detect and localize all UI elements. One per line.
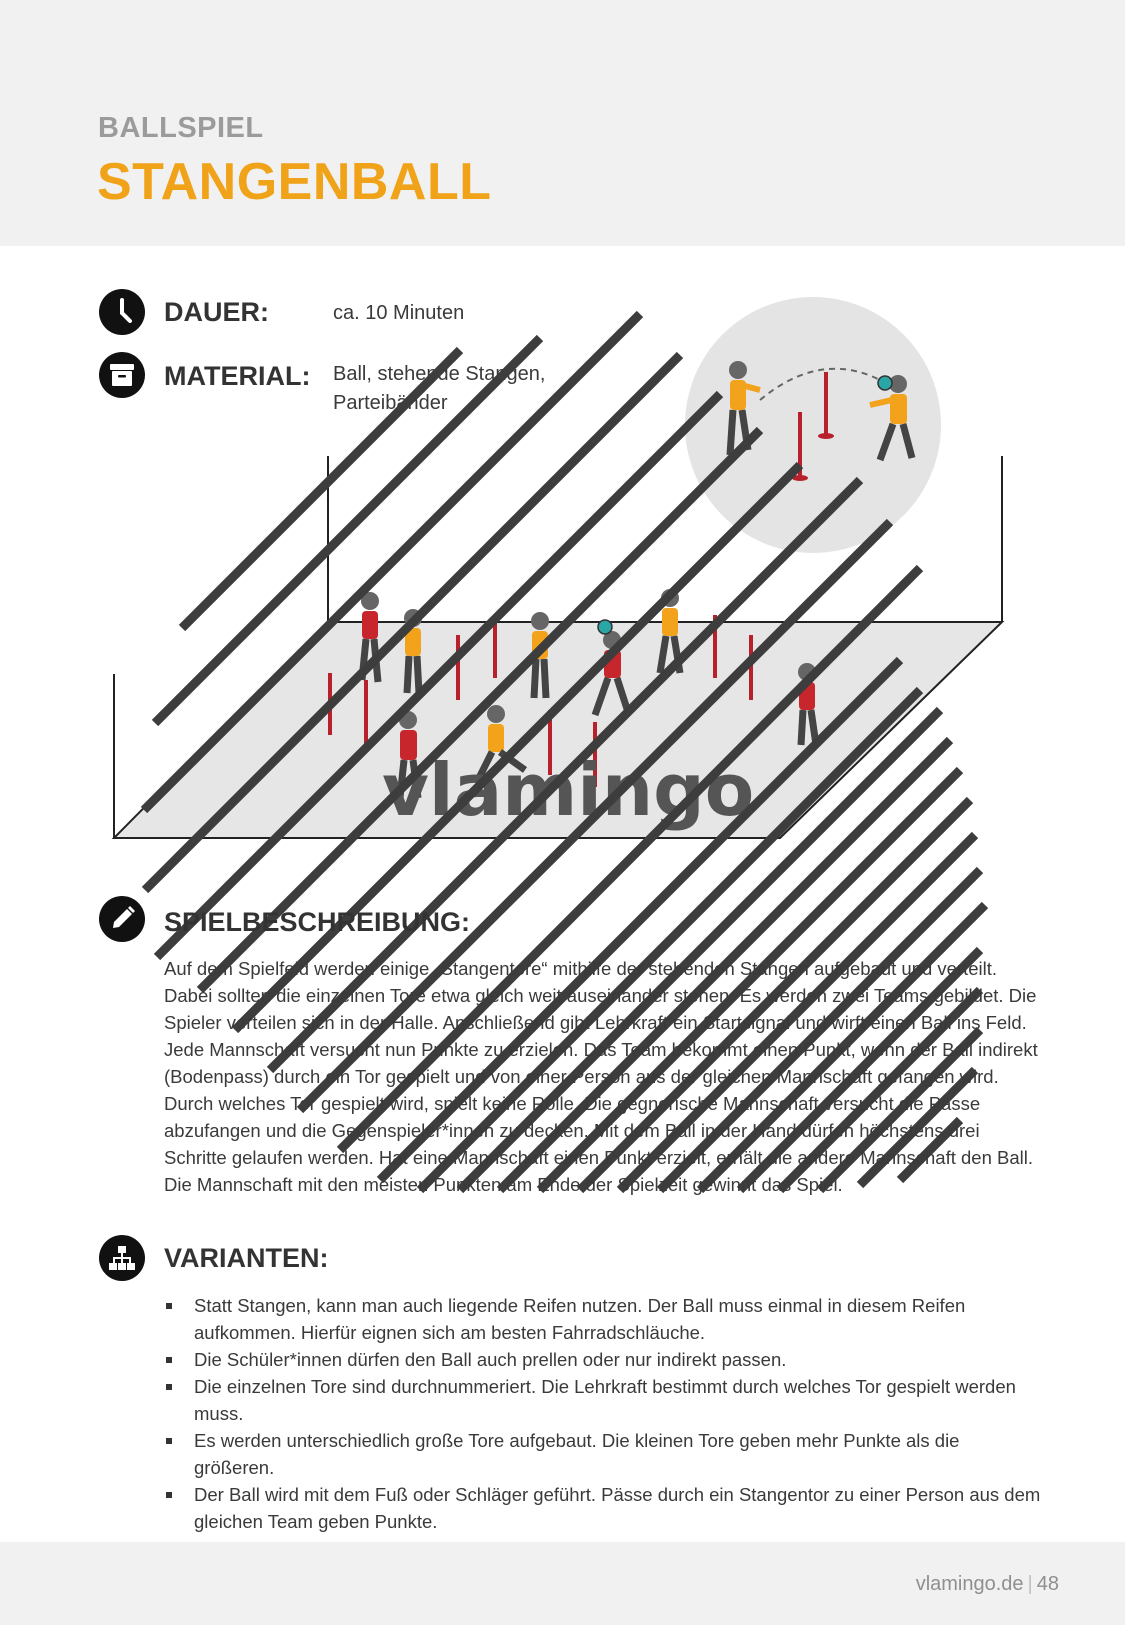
variant-item [164, 1346, 1044, 1373]
variant-text: Es werden unterschiedlich große Tore aufgebaut. Die kleinen Tore geben mehr Punkte als die größeren. [194, 1430, 960, 1478]
bullet-icon [166, 1492, 172, 1498]
variant-text: Der Ball wird mit dem Fuß oder Schläger geführt. Pässe durch ein Stangentor zu einer Person aus dem gleichen Team geben Punkte. [194, 1484, 1041, 1532]
category-label: BALLSPIEL [98, 112, 264, 144]
variant-text: Die Schüler*innen dürfen den Ball auch prellen oder nur indirekt passen. [194, 1349, 787, 1370]
description-heading: SPIELBESCHREIBUNG: [164, 907, 471, 937]
variant-text: Die einzelnen Tore sind durchnummeriert. Die Lehrkraft bestimmt durch welches Tor gespielt werden muss. [194, 1376, 1016, 1424]
variants-list [164, 1292, 1044, 1535]
footer-separator: | [1027, 1573, 1033, 1595]
page-header [0, 0, 1125, 246]
description-body [164, 955, 1044, 1198]
page-title: STANGENBALL [97, 153, 492, 211]
variant-item [164, 1292, 1044, 1346]
duration-value: ca. 10 Minuten [333, 302, 465, 324]
variant-text: Statt Stangen, kann man auch liegende Reifen nutzen. Der Ball muss einmal in diesem Reifen aufkommen. Hierfür eignen sich am besten Fahrradschläuche. [194, 1295, 966, 1343]
bullet-icon [166, 1303, 172, 1309]
footer-site-link[interactable]: vlamingo.de [915, 1573, 1024, 1595]
variants-heading: VARIANTEN: [164, 1243, 329, 1273]
footer-text [916, 1573, 1059, 1596]
bullet-icon [166, 1438, 172, 1444]
variant-item [164, 1373, 1044, 1427]
bullet-icon [166, 1357, 172, 1363]
duration-label: DAUER: [164, 297, 269, 327]
inset-detail [685, 297, 941, 553]
material-label: MATERIAL: [164, 361, 311, 391]
sitemap-icon [99, 1235, 145, 1281]
material-value-line2: Parteibänder [333, 392, 448, 414]
page-footer [0, 1542, 1125, 1625]
description-text: Auf dem Spielfeld werden einige „Stangentore“ mithilfe der stehenden Stangen aufgebaut und verteilt. Dabei sollten die einzelnen Tore etwa gleich weit auseinander stehen. Es werden zwei Teams gebildet. Die Spieler verteilen sich in der Halle. Anschließend gibt Lehrkraft ein Startsignal und wirft einen Ball ins Feld. Jede Mannschaft versucht nun Punkte zu erzielen. Das Team bekommt einen Punkt, wenn der Ball indirekt (Bodenpass) durch ein Tor gespielt und von einer Person aus der gleichen Mannschaft gefangen wird. Durch welches Tor gespielt wird, spielt keine Rolle. Die gegnerische Mannschaft versucht die Pässe abzufangen und die Gegenspieler*innen zu decken. Mit dem Ball in der Hand dürfen höchstens drei Schritte gelaufen werden. Hat eine Mannschaft einen Punkt erzielt, erhält die andere Mannschaft den Ball. Die Mannschaft mit den meisten Punkten am Ende der Spielzeit gewinnt das Spiel. [164, 958, 1038, 1195]
pencil-icon [99, 896, 145, 942]
material-value-line1: Ball, stehende Stangen, [333, 363, 546, 385]
watermark-logo: vlamingo [382, 748, 755, 832]
bullet-icon [166, 1384, 172, 1390]
page-number: 48 [1036, 1573, 1059, 1595]
variant-item [164, 1481, 1044, 1535]
variant-item [164, 1427, 1044, 1481]
